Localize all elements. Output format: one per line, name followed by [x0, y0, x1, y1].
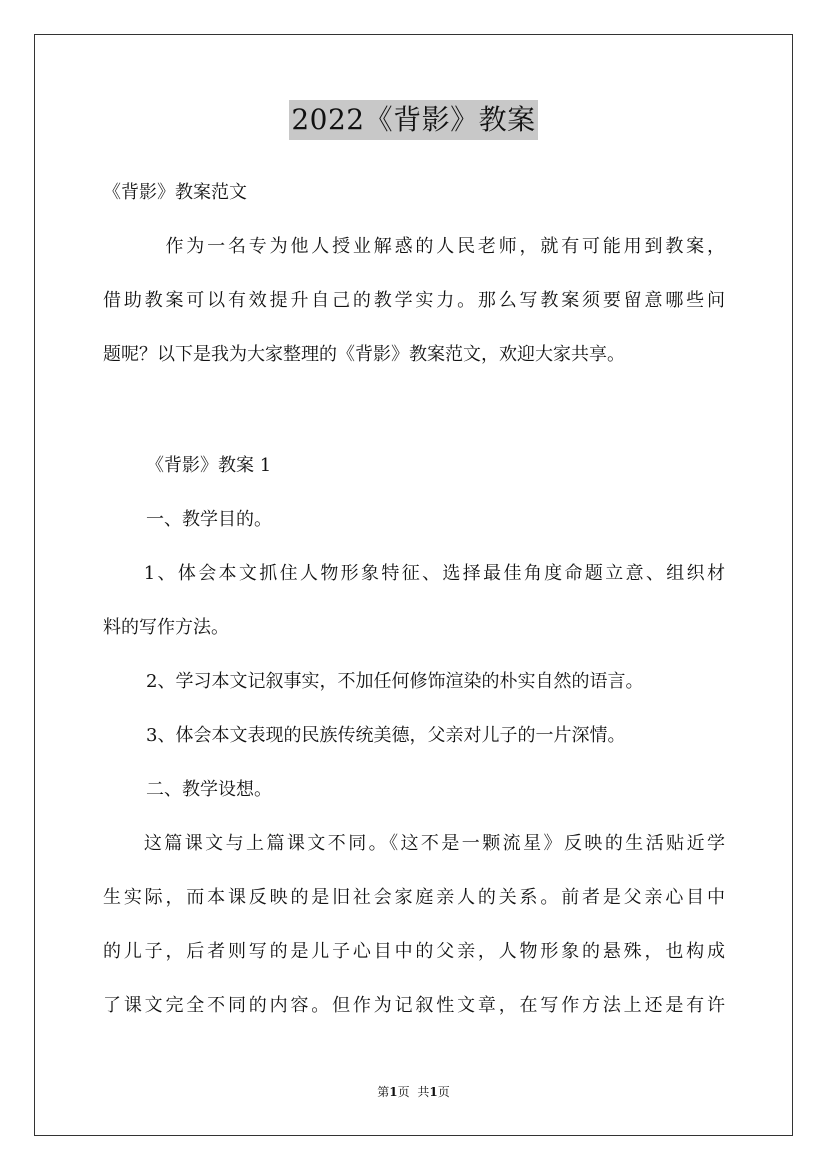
page-footer [0, 1083, 827, 1101]
paragraph-line: 了课文完全不同的内容。但作为记叙性文章，在写作方法上还是有许 [103, 995, 725, 1016]
paragraph-line: 生实际，而本课反映的是旧社会家庭亲人的关系。前者是父亲心目中 [103, 887, 725, 908]
total-prefix: 共 [417, 1085, 430, 1099]
paragraph-line: 借助教案可以有效提升自己的教学实力。那么写教案须要留意哪些问 [103, 290, 725, 311]
paragraph-line: 这篇课文与上篇课文不同。《这不是一颗流星》反映的生活贴近学 [103, 833, 725, 854]
title-block [0, 100, 827, 140]
paragraph-line: 题呢？以下是我为大家整理的《背影》教案范文，欢迎大家共享。 [103, 344, 625, 365]
total-suffix: 页 [437, 1085, 450, 1099]
paragraph-line: 1、体会本文抓住人物形象特征、选择最佳角度命题立意、组织材 [103, 563, 725, 584]
paragraph-line: 料的写作方法。 [103, 617, 229, 638]
intro-paragraph [103, 234, 725, 396]
section-title: 《背影》教案 1 [146, 455, 272, 476]
objective-2: 2、学习本文记叙事实，不加任何修饰渲染的朴实自然的语言。 [146, 671, 644, 692]
page-prefix: 第 [377, 1085, 390, 1099]
objective-1-paragraph [103, 561, 725, 669]
document-subtitle: 《背影》教案范文 [103, 182, 247, 203]
page-total: 1 [429, 1085, 438, 1099]
paragraph-line: 作为一名专为他人授业解惑的人民老师，就有可能用到教案， [103, 236, 725, 257]
design-heading: 二、教学设想。 [146, 779, 272, 800]
page-current: 1 [389, 1085, 398, 1099]
objective-3: 3、体会本文表现的民族传统美德，父亲对儿子的一片深情。 [146, 725, 626, 746]
paragraph-line: 的儿子，后者则写的是儿子心目中的父亲，人物形象的悬殊，也构成 [103, 941, 725, 962]
document-title: 2022《背影》教案 [289, 100, 537, 140]
objectives-heading: 一、教学目的。 [146, 509, 272, 530]
page-suffix: 页 [397, 1085, 410, 1099]
design-paragraph [103, 831, 725, 1047]
